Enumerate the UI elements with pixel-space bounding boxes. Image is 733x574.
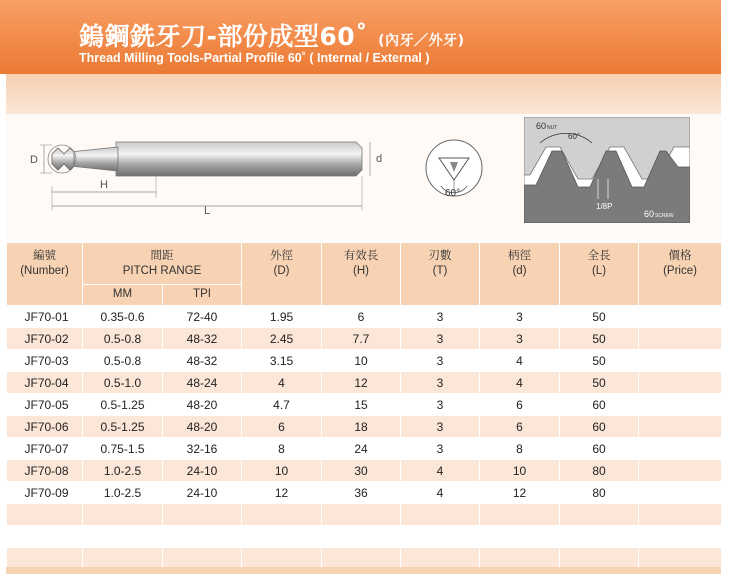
cell-code: JF70-03: [7, 350, 83, 372]
col-header-effective-length: 有效長 (H): [322, 243, 401, 306]
cell-price: [639, 372, 722, 394]
pitch-label: 1/8P: [596, 202, 613, 211]
cell-mm: [83, 504, 163, 526]
cell-h: 15: [322, 394, 401, 416]
col-header-diameter: 外徑 (D): [242, 243, 322, 306]
nut-sub-label: NUT: [547, 125, 558, 131]
cell-t: [401, 526, 480, 548]
table-row: [7, 328, 722, 350]
cell-d: 4: [480, 350, 560, 372]
cell-mm: 0.35-0.6: [83, 306, 163, 328]
cell-price: [639, 460, 722, 482]
cell-t: 3: [401, 372, 480, 394]
tool-drawing: [6, 114, 386, 240]
cell-mm: 0.5-0.8: [83, 328, 163, 350]
screw-label: 60: [644, 209, 655, 219]
cell-d: 8: [480, 438, 560, 460]
cell-price: [639, 438, 722, 460]
tool-shank: [116, 142, 362, 176]
cell-t: 4: [401, 460, 480, 482]
col-header-number: 編號 (Number): [7, 243, 83, 306]
cell-code: JF70-09: [7, 482, 83, 504]
cell-d: 3: [480, 306, 560, 328]
cell-l: 80: [560, 482, 639, 504]
cell-t: 4: [401, 482, 480, 504]
cell-tpi: [163, 504, 242, 526]
cell-t: 3: [401, 394, 480, 416]
cell-tpi: 72-40: [163, 306, 242, 328]
cell-h: 30: [322, 460, 401, 482]
cell-d: [480, 526, 560, 548]
cell-tpi: 32-16: [163, 438, 242, 460]
page-title: [79, 17, 464, 53]
col-header-overall-length: 全長 (L): [560, 243, 639, 306]
cell-code: JF70-06: [7, 416, 83, 438]
cell-t: 3: [401, 350, 480, 372]
table-row: [7, 350, 722, 372]
cell-d: [242, 526, 322, 548]
label-D: D: [30, 154, 38, 166]
cell-t: 3: [401, 438, 480, 460]
cell-price: [639, 416, 722, 438]
cell-tpi: 48-24: [163, 372, 242, 394]
col-header-pitch-range: 間距 PITCH RANGE: [83, 243, 242, 285]
cell-d: 10: [480, 460, 560, 482]
cell-h: [322, 504, 401, 526]
cell-tpi: 48-20: [163, 416, 242, 438]
cell-code: JF70-07: [7, 438, 83, 460]
cell-d: 12: [480, 482, 560, 504]
cell-d: 2.45: [242, 328, 322, 350]
cell-d: 12: [242, 482, 322, 504]
table-row: [7, 394, 722, 416]
cell-d: 8: [242, 438, 322, 460]
cell-h: 10: [322, 350, 401, 372]
cell-code: JF70-01: [7, 306, 83, 328]
cell-d: 6: [242, 416, 322, 438]
cell-price: [639, 328, 722, 350]
cell-mm: 0.5-0.8: [83, 350, 163, 372]
cell-mm: 1.0-2.5: [83, 460, 163, 482]
table-row: [7, 372, 722, 394]
title-chinese-subtitle: (內牙／外牙): [378, 33, 465, 49]
table-row: [7, 438, 722, 460]
title-english: Thread Milling Tools-Partial Profile 60˚ ( Internal / External ): [79, 51, 430, 65]
cell-h: 24: [322, 438, 401, 460]
figure-area: [6, 114, 721, 240]
cell-t: 3: [401, 328, 480, 350]
cell-price: [639, 482, 722, 504]
cell-l: 60: [560, 438, 639, 460]
label-d: d: [376, 153, 383, 165]
col-header-price: 價格 (Price): [639, 243, 722, 306]
cell-mm: 0.5-1.0: [83, 372, 163, 394]
cell-price: [639, 394, 722, 416]
cell-d: 1.95: [242, 306, 322, 328]
cell-d: 4: [480, 372, 560, 394]
cell-code: JF70-08: [7, 460, 83, 482]
thread-angle-label: 60°: [568, 132, 581, 141]
cell-l: 80: [560, 460, 639, 482]
cell-h: 12: [322, 372, 401, 394]
title-chinese: 鎢鋼銑牙刀-部份成型60˚: [79, 22, 369, 51]
label-L: L: [204, 205, 211, 217]
col-header-shank-diameter: 柄徑 (d): [480, 243, 560, 306]
cell-t: [401, 504, 480, 526]
cell-price: [639, 526, 722, 548]
cell-price: [639, 504, 722, 526]
cell-t: 3: [401, 306, 480, 328]
tool-end-view: [414, 128, 504, 218]
col-header-tpi: TPI: [163, 285, 242, 306]
table-row: [7, 416, 722, 438]
cell-d: [242, 504, 322, 526]
cell-l: 60: [560, 394, 639, 416]
cell-tpi: 48-20: [163, 394, 242, 416]
cell-d: 6: [480, 394, 560, 416]
cell-price: [639, 350, 722, 372]
cell-mm: 0.5-1.25: [83, 416, 163, 438]
cell-mm: 0.75-1.5: [83, 438, 163, 460]
col-header-mm: MM: [83, 285, 163, 306]
header-banner: [0, 0, 721, 74]
cell-d: 4.7: [242, 394, 322, 416]
cell-mm: 1.0-2.5: [83, 482, 163, 504]
cell-d: 6: [480, 416, 560, 438]
cell-h: 36: [322, 482, 401, 504]
col-header-flutes: 刃數 (T): [401, 243, 480, 306]
bottom-bar: [6, 567, 721, 574]
cell-tpi: 24-10: [163, 460, 242, 482]
cell-l: [560, 526, 639, 548]
cell-d: 3.15: [242, 350, 322, 372]
screw-sub-label: SCREW: [655, 213, 674, 219]
end-view-angle-label: 60°: [445, 188, 461, 199]
cell-h: [322, 526, 401, 548]
table-row: [7, 306, 722, 328]
nut-label: 60: [536, 121, 547, 131]
tool-neck: [70, 147, 118, 171]
cell-d: 10: [242, 460, 322, 482]
cell-tpi: [163, 526, 242, 548]
cell-mm: 0.5-1.25: [83, 394, 163, 416]
cell-h: 6: [322, 306, 401, 328]
cell-tpi: 24-10: [163, 482, 242, 504]
tool-head: [52, 148, 74, 170]
cell-l: [560, 504, 639, 526]
cell-code: JF70-02: [7, 328, 83, 350]
cell-l: 50: [560, 350, 639, 372]
cell-h: 7.7: [322, 328, 401, 350]
cell-code: [7, 526, 83, 548]
cell-d: 3: [480, 328, 560, 350]
cell-l: 50: [560, 328, 639, 350]
cell-t: 3: [401, 416, 480, 438]
cell-price: [639, 306, 722, 328]
cell-code: JF70-05: [7, 394, 83, 416]
cell-l: 60: [560, 416, 639, 438]
label-H: H: [100, 179, 108, 191]
table-row: [7, 460, 722, 482]
thread-profile-diagram: [524, 117, 690, 223]
cell-l: 50: [560, 372, 639, 394]
gradient-band: [6, 74, 721, 114]
cell-d: 4: [242, 372, 322, 394]
cell-tpi: 48-32: [163, 328, 242, 350]
cell-l: 50: [560, 306, 639, 328]
cell-code: [7, 504, 83, 526]
cell-tpi: 48-32: [163, 350, 242, 372]
cell-d: [480, 504, 560, 526]
table-row: [7, 504, 722, 526]
spec-table: [6, 242, 722, 570]
cell-h: 18: [322, 416, 401, 438]
table-row: [7, 526, 722, 548]
table-row: [7, 482, 722, 504]
cell-code: JF70-04: [7, 372, 83, 394]
cell-mm: [83, 526, 163, 548]
